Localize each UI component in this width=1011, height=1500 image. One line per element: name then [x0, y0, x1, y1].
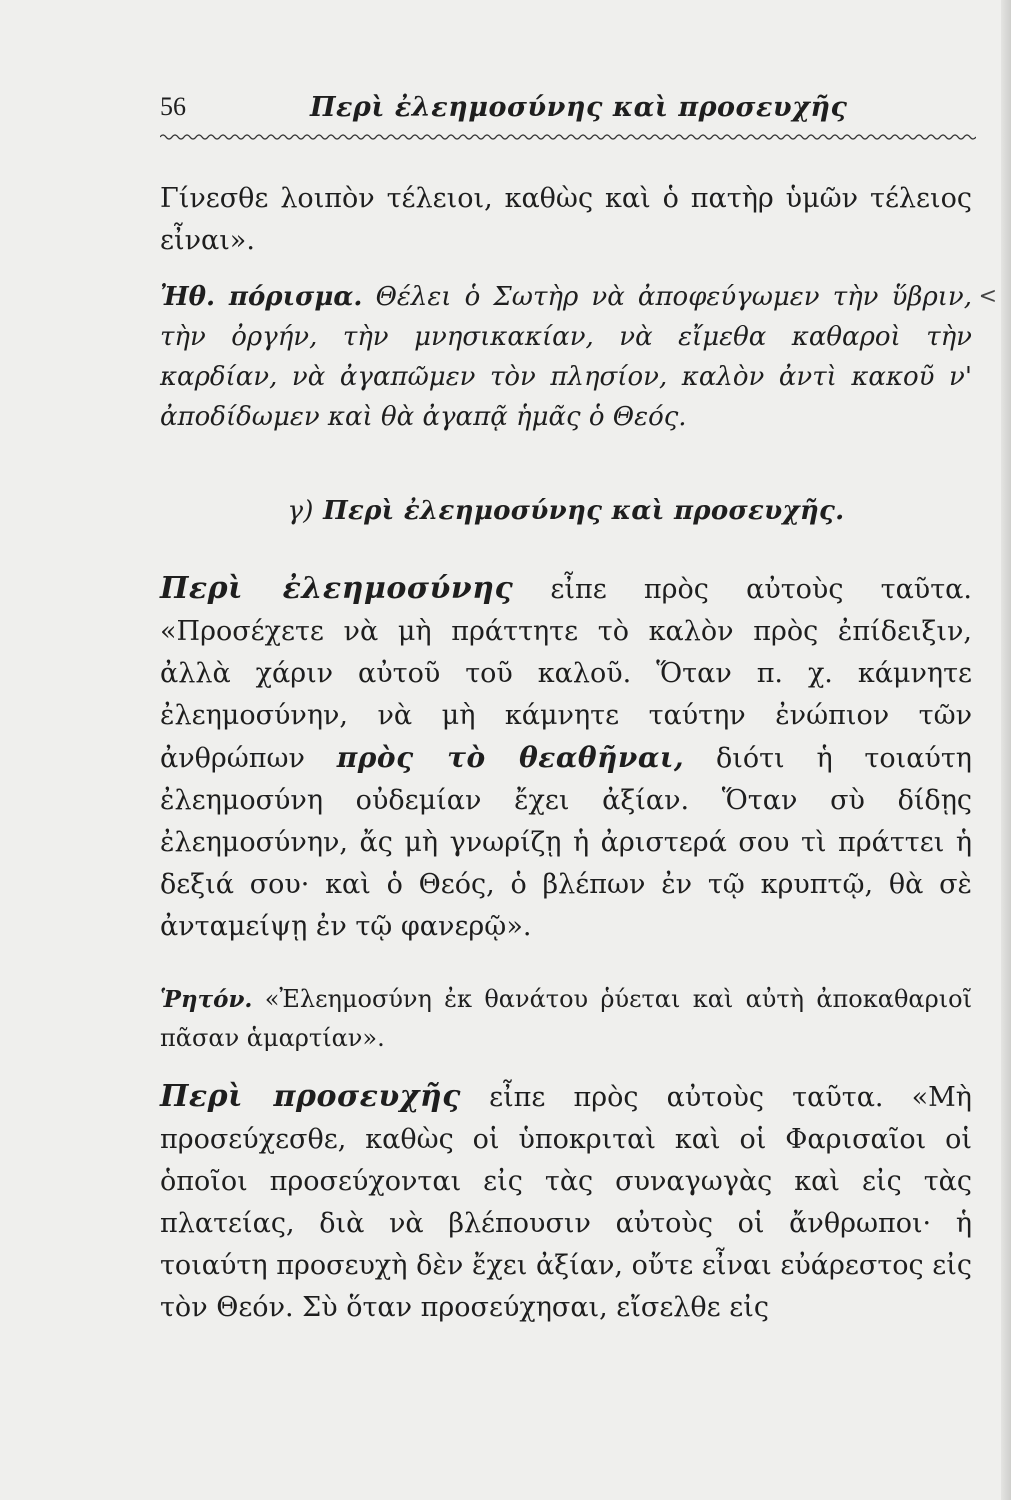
almsgiving-paragraph: [160, 568, 972, 948]
saying-text: «Ἐλεημοσύνη ἐκ θανάτου ῥύεται καὶ αὐτὴ ἀποκαθαριοῖ πᾶσαν ἁμαρτίαν».: [160, 985, 972, 1052]
saying-label: Ῥητόν.: [160, 986, 253, 1013]
section-heading-prefix: γ): [287, 496, 314, 526]
almsgiving-text-2: διότι ἡ τοιαύτη ἐλεημοσύνη οὐδεμίαν ἔχει ἀξίαν. Ὅταν σὺ δίδῃς ἐλεημοσύνην, ἄς μὴ γνωρίζῃ ἡ ἀριστερά σου τὶ πράττει ἡ δεξιά σου· καὶ ὁ Θεός, ὁ βλέπων ἐν τῷ κρυπτῷ, θὰ σὲ ἀνταμείψῃ ἐν τῷ φανερῷ».: [160, 743, 972, 942]
moral-text: Θέλει ὁ Σωτὴρ νὰ ἀποφεύγωμεν τὴν ὕβριν, τὴν ὀργήν, τὴν μνησικακίαν, νὰ εἴμεθα καθαροὶ τὴν καρδίαν, νὰ ἀγαπῶμεν τὸν πλησίον, καλὸν ἀντὶ κακοῦ ν' ἀποδίδωμεν καὶ θὰ ἀγαπᾷ ἡμᾶς ὁ Θεός.: [160, 282, 973, 432]
almsgiving-emphasis: πρὸς τὸ θεαθῆναι,: [336, 741, 685, 774]
closing-quote-paragraph: Γίνεσθε λοιπὸν τέλειοι, καθὼς καὶ ὁ πατὴρ ὑμῶν τέλειος εἶναι».: [160, 183, 972, 256]
moral-paragraph: [160, 277, 972, 437]
margin-mark: <: [978, 284, 997, 309]
page-number: 56: [160, 92, 186, 121]
saying-paragraph: [160, 980, 972, 1057]
header-wavy-rule: [160, 130, 976, 144]
moral-label: Ἠθ. πόρισμα.: [160, 282, 363, 312]
running-title: Περὶ ἐλεημοσύνης καὶ προσευχῆς: [310, 92, 848, 123]
page-header: [160, 92, 972, 132]
section-heading-title: Περὶ ἐλεημοσύνης καὶ προσευχῆς.: [323, 496, 845, 526]
prayer-paragraph: [160, 1076, 972, 1329]
section-heading: [160, 496, 972, 526]
page-edge: [1001, 0, 1011, 1500]
prayer-text: εἶπε πρὸς αὐτοὺς ταῦτα. «Μὴ προσεύχεσθε, καθὼς οἱ ὑποκριταὶ καὶ οἱ Φαρισαῖοι οἱ ὁποῖοι προσεύχονται εἰς τὰς συναγωγὰς καὶ εἰς τὰς πλατείας, διὰ νὰ βλέπουσιν αὐτοὺς οἱ ἄνθρωποι· ἡ τοιαύτη προσευχὴ δὲν ἔχει ἀξίαν, οὔτε εἶναι εὐάρεστος εἰς τὸν Θεόν. Σὺ ὅταν προσεύχησαι, εἴσελθε εἰς: [160, 1082, 972, 1323]
prayer-lead: Περὶ προσευχῆς: [160, 1079, 461, 1114]
almsgiving-lead: Περὶ ἐλεημοσύνης: [160, 571, 514, 606]
almsgiving-text-1: εἶπε πρὸς αὐτοὺς ταῦτα. «Προσέχετε νὰ μὴ πράττητε τὸ καλὸν πρὸς ἐπίδειξιν, ἀλλὰ χάριν αὐτοῦ τοῦ καλοῦ. Ὅταν π. χ. κάμνητε ἐλεημοσύνην, νὰ μὴ κάμνητε ταύτην ἐνώπιον τῶν ἀνθρώπων: [160, 574, 972, 774]
